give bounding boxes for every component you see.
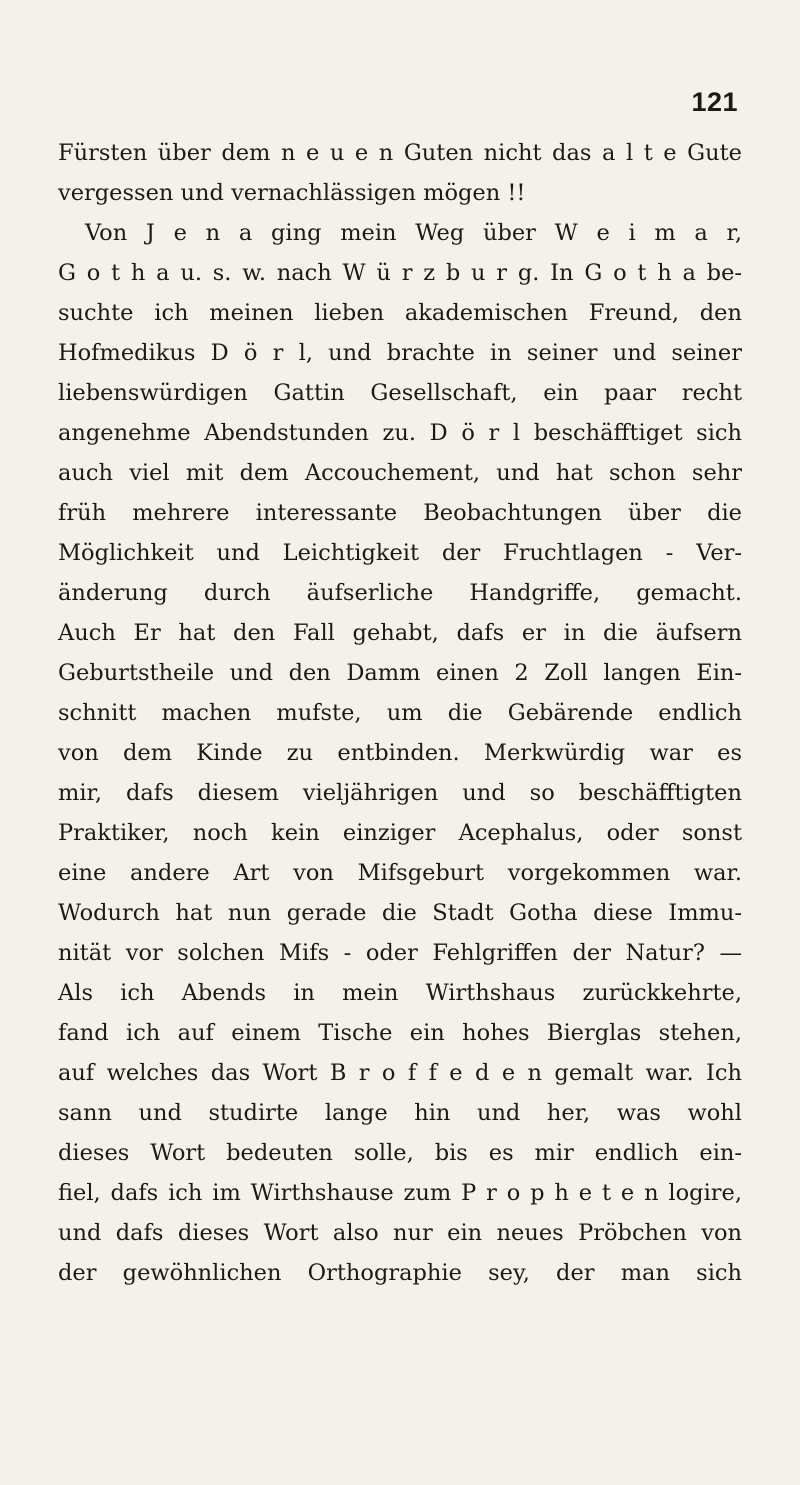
text-line: vergessen und vernachlässigen mögen !! [58, 180, 526, 206]
text-line: dieses Wort bedeuten solle, bis es mir endlich ein- [58, 1140, 742, 1166]
text-line: Hofmedikus D ö r l, und brachte in seiner und seiner [58, 340, 742, 366]
text-line: mir, dafs diesem vieljährigen und so beschäfftigten [58, 780, 742, 806]
text-line: Auch Er hat den Fall gehabt, dafs er in die äufsern [58, 620, 742, 646]
text-line: früh mehrere interessante Beobachtungen über die [58, 500, 742, 526]
text-line: sann und studirte lange hin und her, was wohl [58, 1100, 742, 1126]
text-line: Möglichkeit und Leichtigkeit der Fruchtlagen - Ver- [58, 540, 742, 566]
text-line: von dem Kinde zu entbinden. Merkwürdig war es [58, 740, 742, 766]
text-line: fand ich auf einem Tische ein hohes Bierglas stehen, [58, 1020, 742, 1046]
text-line: auch viel mit dem Accouchement, und hat schon sehr [58, 460, 742, 486]
text-line: liebenswürdigen Gattin Gesellschaft, ein paar recht [58, 380, 742, 406]
page-number: 121 [691, 87, 738, 117]
text-line: suchte ich meinen lieben akademischen Freund, den [58, 300, 742, 326]
text-line: G o t h a u. s. w. nach W ü r z b u r g. In G o t h a be- [58, 260, 742, 286]
text-line: schnitt machen mufste, um die Gebärende endlich [58, 700, 742, 726]
text-line: Von J e n a ging mein Weg über W e i m a r, [85, 220, 742, 246]
text-line: Wodurch hat nun gerade die Stadt Gotha diese Immu- [58, 900, 742, 926]
text-line: nität vor solchen Mifs - oder Fehlgriffen der Natur? — [58, 940, 742, 966]
text-line: auf welches das Wort B r o f f e d e n gemalt war. Ich [58, 1060, 742, 1086]
text-line: eine andere Art von Mifsgeburt vorgekommen war. [58, 860, 742, 886]
text-line: und dafs dieses Wort also nur ein neues Pröbchen von [58, 1220, 742, 1246]
text-line: angenehme Abendstunden zu. D ö r l beschäfftiget sich [58, 420, 742, 446]
text-line: änderung durch äufserliche Handgriffe, gemacht. [58, 580, 742, 606]
text-line: Praktiker, noch kein einziger Acephalus, oder sonst [58, 820, 742, 846]
text-line: fiel, dafs ich im Wirthshause zum P r o p h e t e n logire, [58, 1180, 742, 1206]
text-line: Als ich Abends in mein Wirthshaus zurückkehrte, [58, 980, 742, 1006]
text-line: der gewöhnlichen Orthographie sey, der man sich [58, 1260, 742, 1286]
text-line: Geburtstheile und den Damm einen 2 Zoll langen Ein- [58, 660, 742, 686]
text-line: Fürsten über dem n e u e n Guten nicht das a l t e Gute [58, 140, 742, 166]
